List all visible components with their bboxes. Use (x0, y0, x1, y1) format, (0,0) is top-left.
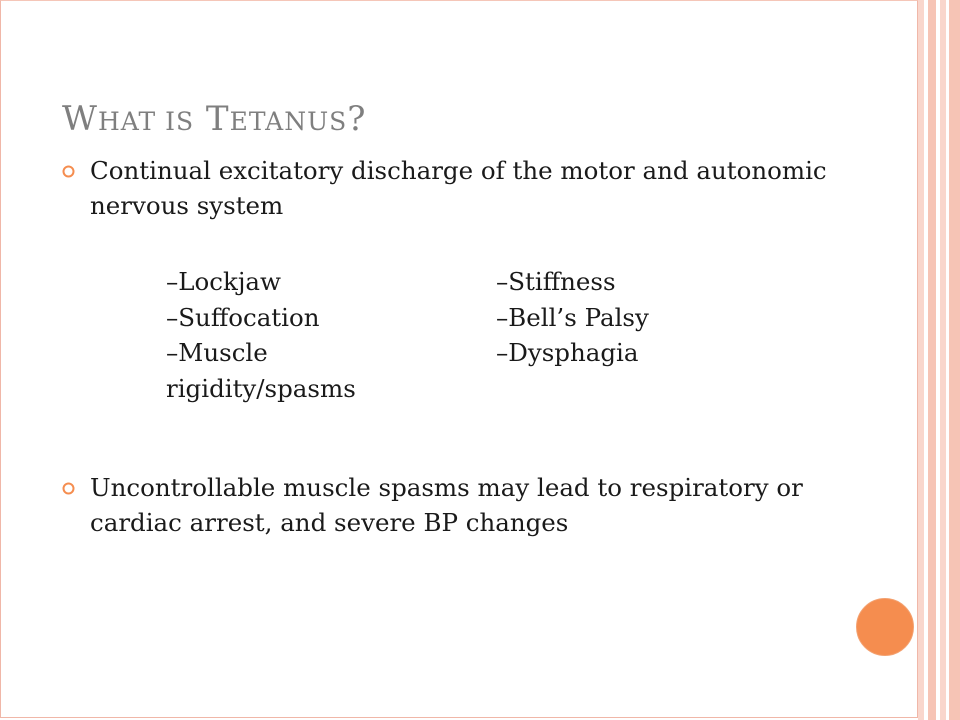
orange-circle-decoration (856, 598, 914, 656)
symptom-list-left (166, 264, 436, 406)
edge-stripe (949, 0, 960, 720)
bullet-circle-icon (62, 482, 75, 495)
symptom-item: –Stiffness (496, 267, 616, 296)
bullet-circle-icon (62, 165, 75, 178)
symptom-item: –Bell’s Palsy (496, 302, 649, 332)
bullet-point (62, 153, 892, 223)
symptom-item: –Lockjaw (166, 267, 282, 296)
symptom-item: –Muscle rigidity/spasms (166, 338, 356, 403)
title-smallcaps: HAT IS (97, 107, 195, 136)
slide-title (62, 99, 367, 139)
title-initial: W (62, 99, 98, 139)
bullet-text: Uncontrollable muscle spasms may lead to respiratory or cardiac arrest, and severe BP changes (90, 473, 803, 537)
edge-stripe (928, 0, 936, 720)
bullet-text: Continual excitatory discharge of the motor and autonomic nervous system (90, 156, 827, 220)
bullet-point (62, 470, 892, 540)
title-initial: T (205, 99, 230, 139)
symptom-item: –Suffocation (166, 302, 320, 332)
symptom-list-right (496, 264, 796, 371)
symptom-item: –Dysphagia (496, 338, 639, 367)
title-punctuation: ? (347, 99, 367, 139)
title-smallcaps: ETANUS (229, 107, 348, 136)
